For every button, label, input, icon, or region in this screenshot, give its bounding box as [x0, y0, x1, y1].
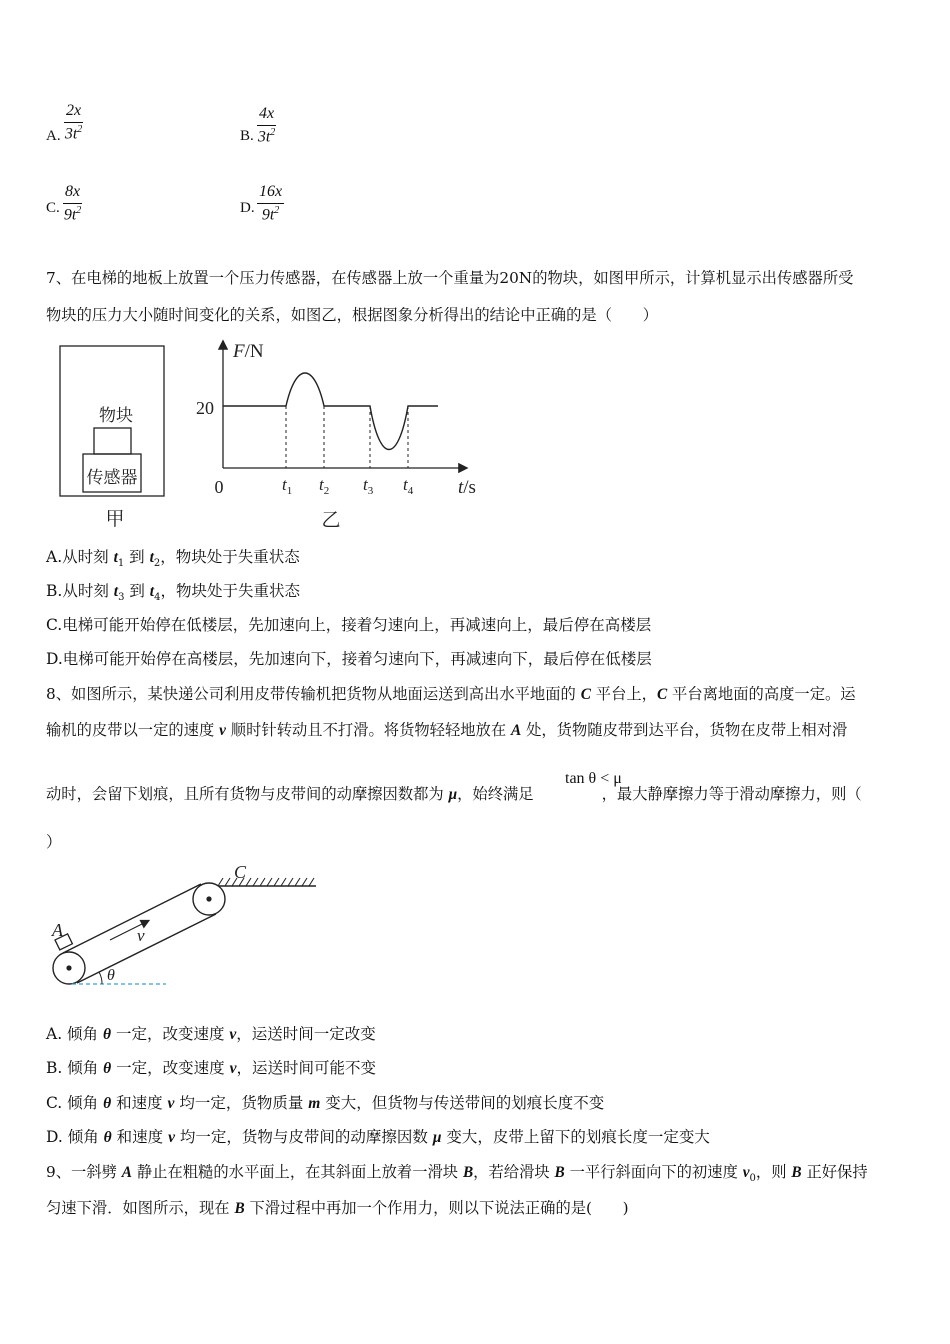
x-tick-t1: $t_1$: [282, 475, 293, 497]
q6-option-a-denominator: $3t^2$: [64, 124, 83, 143]
q8-option-b: B. 倾角 θ 一定，改变速度 v，运送时间可能不变: [46, 1059, 376, 1077]
q6-option-b-numerator: 4x: [257, 106, 276, 126]
belt-bottom: [77, 914, 216, 983]
label-c: C: [234, 862, 247, 882]
label-v: v: [137, 926, 145, 945]
q8-stem-line-4: ）: [46, 833, 62, 851]
q7-option-c: C.电梯可能开始停在低楼层，先加速向上，接着匀速向上，再减速向上，最后停在高楼层: [46, 616, 652, 634]
q8-condition-formula: tan θ < μ: [565, 770, 622, 787]
q9-stem-line-2: 匀速下滑．如图所示，现在 B 下滑过程中再加一个作用力，则以下说法正确的是( ): [46, 1199, 629, 1217]
block-label: 物块: [99, 406, 133, 425]
q9-stem-line-1: 9、一斜劈 A 静止在粗糙的水平面上，在其斜面上放着一滑块 B，若给滑块 B 一平行斜面向下的初速度 $v_0$，则 B 正好保持: [46, 1163, 868, 1185]
label-theta: θ: [107, 967, 115, 984]
q8-option-a: A. 倾角 θ 一定，改变速度 v，运送时间一定改变: [46, 1025, 376, 1043]
q8-stem-line-3: 动时，会留下划痕，且所有货物与皮带间的动摩擦因数都为 μ，始终满足 ，最大静摩擦力等于滑动摩擦力，则（: [46, 785, 862, 803]
figure-jia-caption: 甲: [105, 509, 125, 530]
q8-option-c: C. 倾角 θ 和速度 v 均一定，货物质量 m 变大，但货物与传送带间的划痕长度不变: [46, 1094, 605, 1112]
q6-option-a-numerator: 2x: [64, 103, 83, 123]
q6-option-d-label: D.: [240, 200, 255, 216]
q6-option-d-denominator: $9t^2$: [261, 205, 280, 224]
x-tick-t3: $t_3$: [363, 475, 374, 497]
q7-option-b: B.从时刻 $t_3$ 到 $t_4$，物块处于失重状态: [46, 582, 300, 604]
q6-option-c-fraction: [63, 184, 82, 223]
label-a: A: [52, 920, 63, 940]
q7-option-a: A.从时刻 $t_1$ 到 $t_2$，物块处于失重状态: [46, 548, 300, 570]
q7-stem-line-2: 物块的压力大小随时间变化的关系，如图乙，根据图象分析得出的结论中正确的是（ ）: [46, 306, 658, 324]
q7-stem-line-1: 7、在电梯的地板上放置一个压力传感器，在传感器上放一个重量为20N的物块，如图甲所示，计算机显示出传感器所受: [46, 269, 854, 287]
x-tick-t4: $t_4$: [403, 475, 414, 497]
q6-option-d-numerator: 16x: [257, 184, 284, 204]
block: [94, 428, 131, 454]
origin-label: 0: [214, 477, 224, 497]
y-axis-label: F/N: [233, 341, 264, 362]
q8-option-d: D. 倾角 θ 和速度 v 均一定，货物与皮带间的动摩擦因数 μ 变大，皮带上留下的划痕长度一定变大: [46, 1128, 710, 1146]
q8-figure-conveyor: [44, 858, 324, 993]
force-curve: [223, 373, 438, 450]
figure-yi-caption: 乙: [321, 510, 341, 531]
platform-hatching: [218, 878, 314, 886]
q6-option-c-label: C.: [46, 200, 60, 216]
q8-stem-line-2: 输机的皮带以一定的速度 v 顺时针转动且不打滑。将货物轻轻地放在 A 处，货物随皮带到达平台，货物在皮带上相对滑: [46, 721, 848, 739]
q7-option-d: D.电梯可能开始停在高楼层，先加速向下，接着匀速向下，再减速向下，最后停在低楼层: [46, 650, 652, 668]
lower-roller-axle: [66, 965, 71, 970]
upper-roller-axle: [206, 896, 211, 901]
q6-option-a-label: A.: [46, 128, 61, 144]
q6-option-d-fraction: [257, 184, 284, 223]
y-tick-20: 20: [196, 398, 214, 418]
q6-option-b-label: B.: [240, 128, 254, 144]
sensor-label: 传感器: [86, 468, 138, 487]
q6-option-a-fraction: [64, 103, 83, 142]
q7-figure-yi: [190, 336, 490, 532]
x-tick-t2: $t_2$: [319, 475, 330, 497]
q6-option-c-denominator: $9t^2$: [63, 205, 82, 224]
q6-option-b-denominator: $3t^2$: [257, 127, 276, 146]
x-axis-label: t/s: [458, 477, 476, 498]
angle-arc: [99, 972, 102, 984]
q7-figure-jia: [55, 342, 170, 532]
belt-top: [63, 884, 201, 953]
q6-option-b-fraction: [257, 106, 276, 145]
q8-stem-line-1: 8、如图所示，某快递公司利用皮带传输机把货物从地面运送到高出水平地面的 C 平台上，C 平台离地面的高度一定。运: [46, 685, 856, 703]
q6-option-c-numerator: 8x: [63, 184, 82, 204]
